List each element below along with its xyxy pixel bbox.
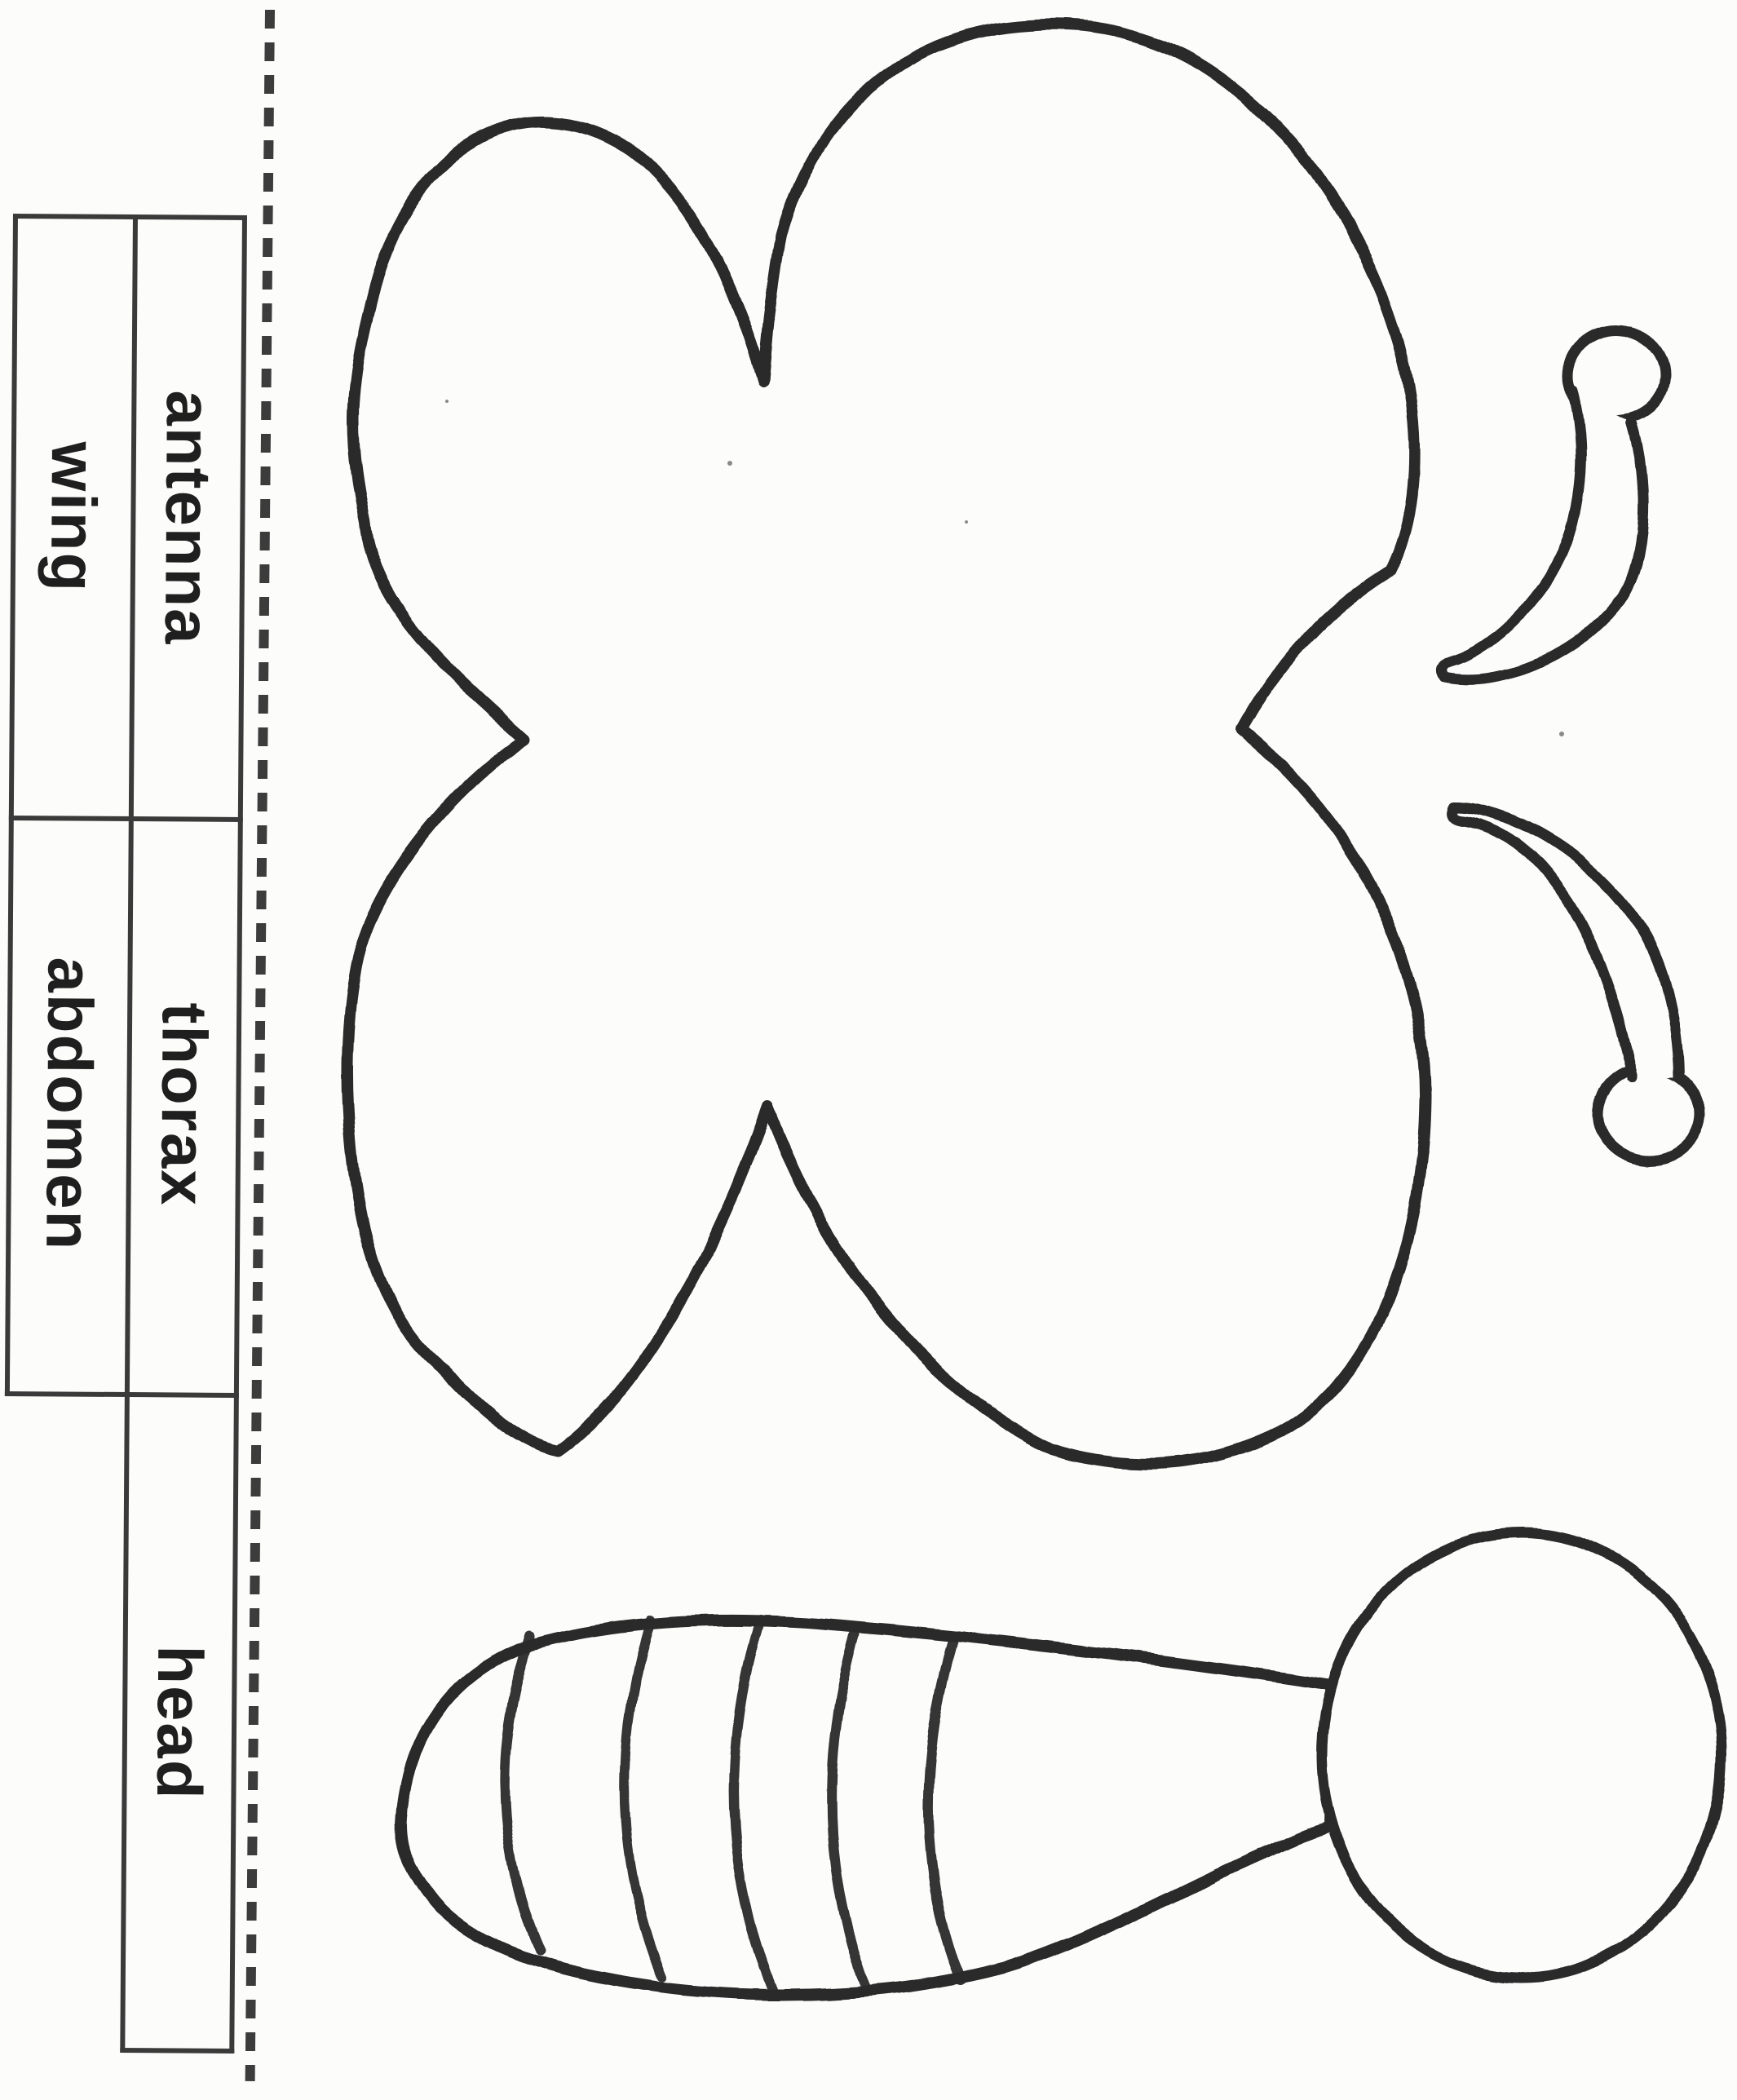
abdomen-outline (401, 1620, 1332, 1995)
antenna-top-shape (1442, 330, 1665, 680)
antenna-bottom-stalk (1452, 807, 1679, 1077)
scan-speck (1559, 732, 1564, 736)
label-antenna: antenna (151, 390, 225, 647)
label-wing: wing (37, 441, 111, 594)
head-circle-shape (1322, 1532, 1722, 1978)
scan-speck (727, 461, 732, 466)
antenna-bottom-knob (1598, 1068, 1699, 1161)
label-head: head (143, 1645, 217, 1801)
antenna-bottom-shape (1452, 807, 1699, 1161)
antenna-top-stalk (1442, 390, 1643, 680)
butterfly-body-shape (401, 1532, 1722, 1995)
label-thorax: thorax (148, 1001, 221, 1207)
scan-speck (445, 400, 449, 403)
scan-speck (965, 520, 968, 524)
butterfly-wings-shape (347, 24, 1425, 1464)
label-abdomen: abdomen (33, 956, 107, 1252)
